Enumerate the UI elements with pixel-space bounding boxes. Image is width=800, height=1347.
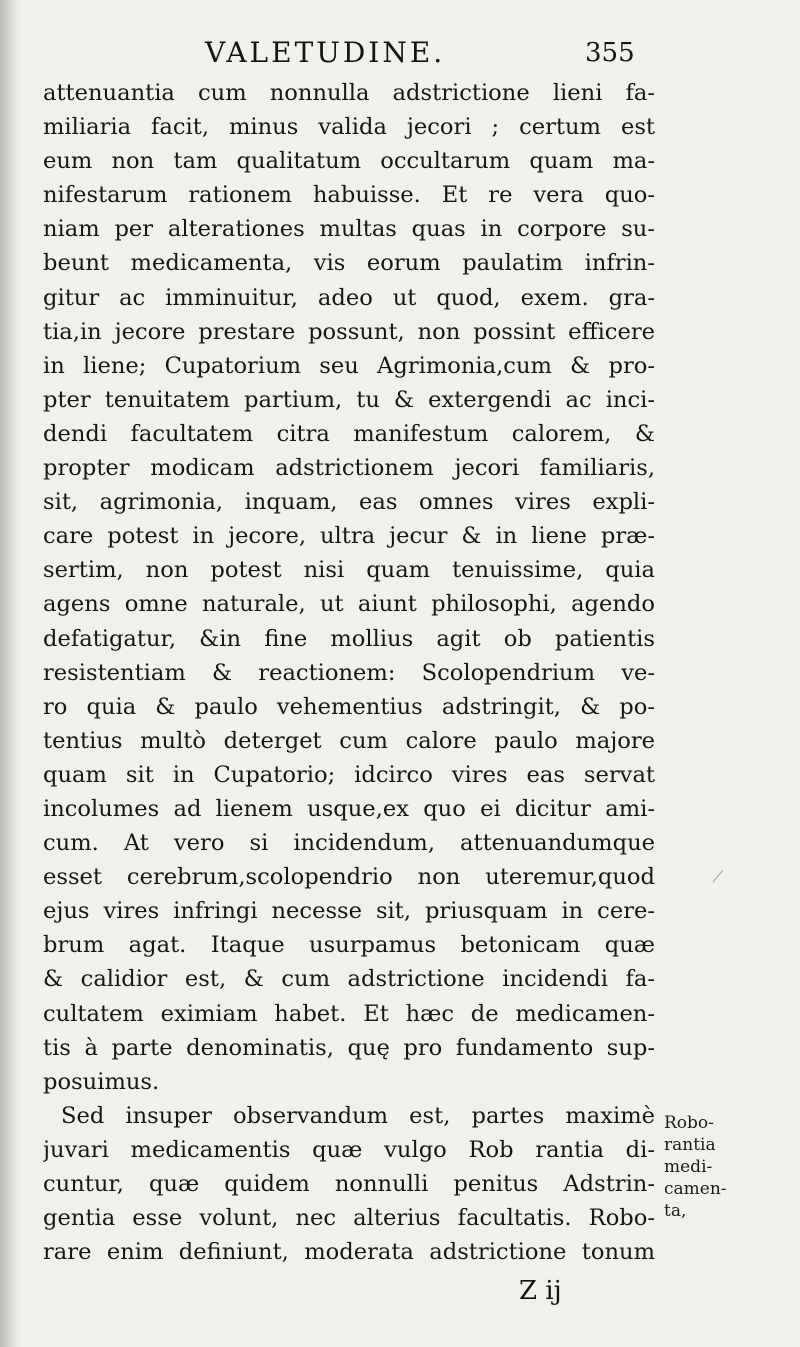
text-line: juvari medicamentis quæ vulgo Rob rantia di- bbox=[43, 1136, 655, 1163]
text-line: Sed insuper observandum est, partes maximè bbox=[61, 1102, 655, 1129]
text-line: tia,in jecore prestare possunt, non possint efficere bbox=[43, 318, 655, 345]
margin-note-line: medi- bbox=[664, 1157, 713, 1177]
margin-note-line: ta, bbox=[664, 1201, 687, 1221]
page-number: 355 bbox=[585, 38, 635, 68]
text-line: in liene; Cupatorium seu Agrimonia,cum & pro- bbox=[43, 352, 655, 379]
text-line: quam sit in Cupatorio; idcirco vires eas servat bbox=[43, 761, 655, 788]
text-line: eum non tam qualitatum occultarum quam ma- bbox=[43, 148, 655, 175]
margin-note bbox=[664, 1112, 774, 1222]
text-line: ejus vires infringi necesse sit, priusquam in cere- bbox=[43, 898, 655, 925]
text-line: tis à parte denominatis, quę pro fundamento sup- bbox=[43, 1034, 655, 1061]
text-line: gentia esse volunt, nec alterius facultatis. Robo- bbox=[43, 1205, 655, 1232]
text-line: dendi facultatem citra manifestum calorem, & bbox=[43, 420, 655, 447]
text-line: resistentiam & reactionem: Scolopendrium ve- bbox=[43, 659, 655, 686]
text-line: rare enim definiunt, moderata adstrictione tonum bbox=[43, 1239, 655, 1266]
text-line: beunt medicamenta, vis eorum paulatim infrin- bbox=[43, 250, 655, 277]
signature-mark: Z ij bbox=[519, 1276, 562, 1306]
text-line: cum. At vero si incidendum, attenuandumque bbox=[43, 830, 655, 857]
text-line: defatigatur, &in fine mollius agit ob patientis bbox=[43, 625, 655, 652]
text-line: cuntur, quæ quidem nonnulli penitus Adstrin- bbox=[43, 1171, 655, 1197]
text-line: niam per alterationes multas quas in corpore su- bbox=[43, 216, 655, 243]
margin-note-line: camen- bbox=[664, 1179, 727, 1199]
text-line: miliaria facit, minus valida jecori ; certum est bbox=[43, 114, 655, 141]
running-head: VALETUDINE. bbox=[205, 36, 446, 69]
body-text bbox=[43, 76, 655, 1269]
text-line: nifestarum rationem habuisse. Et re vera quo- bbox=[43, 182, 655, 209]
text-line: esset cerebrum,scolopendrio non uteremur,quod bbox=[43, 864, 655, 891]
text-line: incolumes ad lienem usque,ex quo ei dicitur ami- bbox=[43, 795, 655, 822]
text-line: propter modicam adstrictionem jecori familiaris, bbox=[43, 455, 655, 482]
text-line: gitur ac imminuitur, adeo ut quod, exem. gra- bbox=[43, 284, 655, 311]
margin-note-line: rantia bbox=[664, 1135, 716, 1155]
margin-note-line: Robo- bbox=[664, 1113, 714, 1133]
text-line: brum agat. Itaque usurpamus betonicam quæ bbox=[43, 932, 655, 959]
text-line: ro quia & paulo vehementius adstringit, & po- bbox=[43, 693, 655, 720]
text-line: care potest in jecore, ultra jecur & in liene præ- bbox=[43, 523, 655, 550]
text-line: agens omne naturale, ut aiunt philosophi, agendo bbox=[43, 591, 655, 618]
text-line: sit, agrimonia, inquam, eas omnes vires expli- bbox=[43, 489, 655, 516]
text-line: & calidior est, & cum adstrictione incidendi fa- bbox=[43, 966, 655, 993]
text-line: sertim, non potest nisi quam tenuissime, quia bbox=[43, 557, 655, 584]
text-line: posuimus. bbox=[43, 1068, 160, 1095]
page-gutter-shadow bbox=[0, 0, 22, 1347]
text-line: cultatem eximiam habet. Et hæc de medicamen- bbox=[43, 1000, 655, 1027]
ink-mark bbox=[712, 870, 732, 891]
text-line: attenuantia cum nonnulla adstrictione lieni fa- bbox=[43, 80, 655, 106]
text-line: tentius multò deterget cum calore paulo majore bbox=[43, 727, 655, 754]
text-line: pter tenuitatem partium, tu & extergendi ac inci- bbox=[43, 386, 655, 413]
